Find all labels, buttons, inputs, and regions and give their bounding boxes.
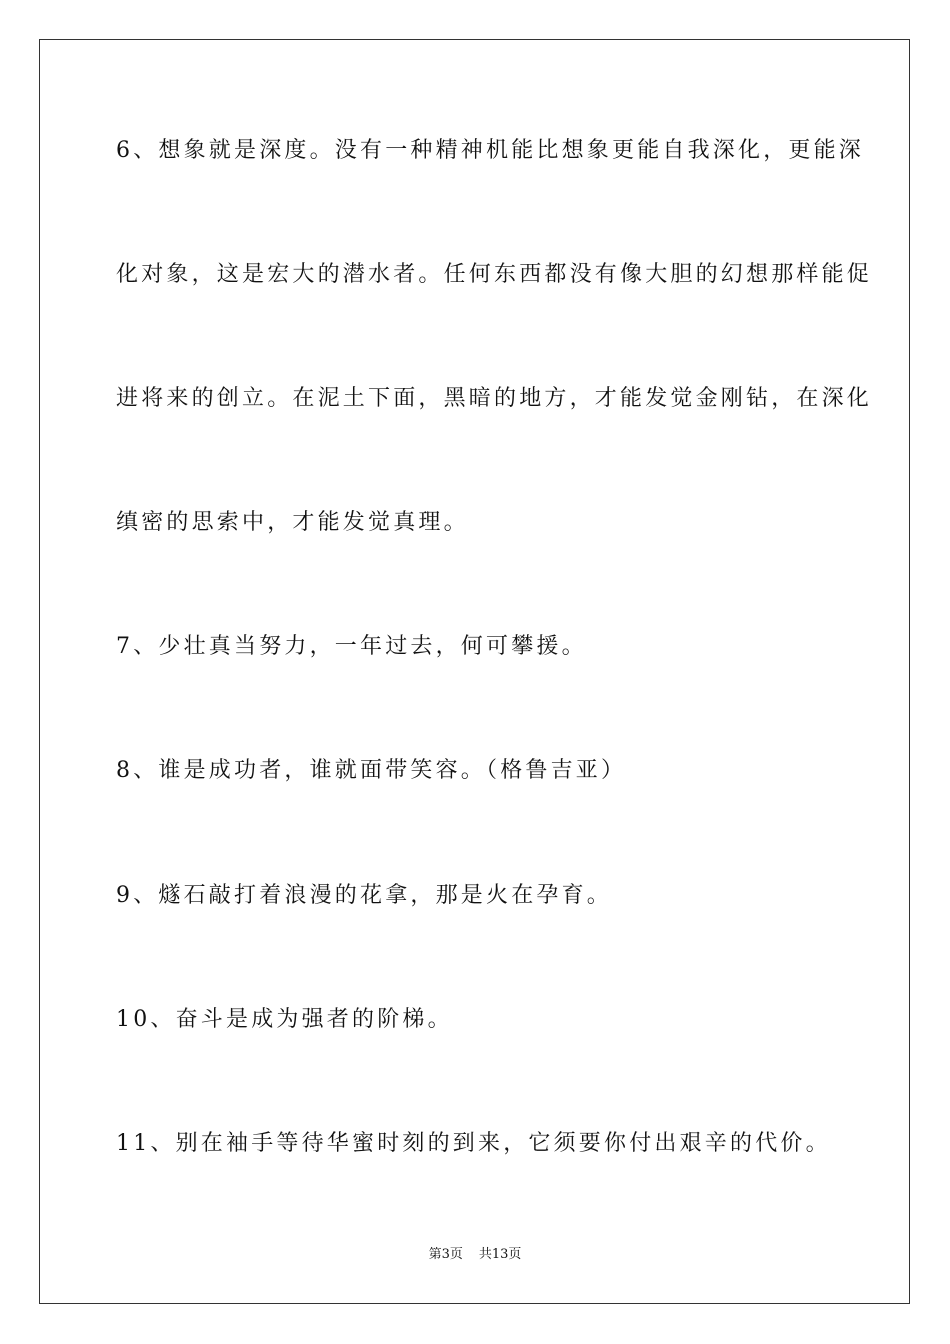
- page-border: [39, 39, 910, 1304]
- text-line: 缜密的思索中，才能发觉真理。: [116, 510, 469, 535]
- text-line: 6、想象就是深度。没有一种精神机能比想象更能自我深化，更能深: [116, 138, 864, 163]
- text-line: 11、别在袖手等待华蜜时刻的到来，它须要你付出艰辛的代价。: [116, 1131, 831, 1156]
- text-line: 化对象，这是宏大的潜水者。任何东西都没有像大胆的幻想那样能促: [116, 262, 873, 287]
- page-number: 第3页: [428, 1247, 463, 1262]
- text-line: 9、燧石敲打着浪漫的花拿，那是火在孕育。: [116, 883, 612, 908]
- text-line: 进将来的创立。在泥土下面，黑暗的地方，才能发觉金刚钻，在深化: [116, 386, 873, 411]
- text-line: 10、奋斗是成为强者的阶梯。: [116, 1007, 453, 1032]
- page-footer: [0, 1246, 950, 1264]
- text-line: 7、少壮真当努力，一年过去，何可攀援。: [116, 634, 587, 659]
- text-line: 8、谁是成功者，谁就面带笑容。（格鲁吉亚）: [116, 758, 627, 783]
- total-pages: 共13页: [478, 1247, 522, 1262]
